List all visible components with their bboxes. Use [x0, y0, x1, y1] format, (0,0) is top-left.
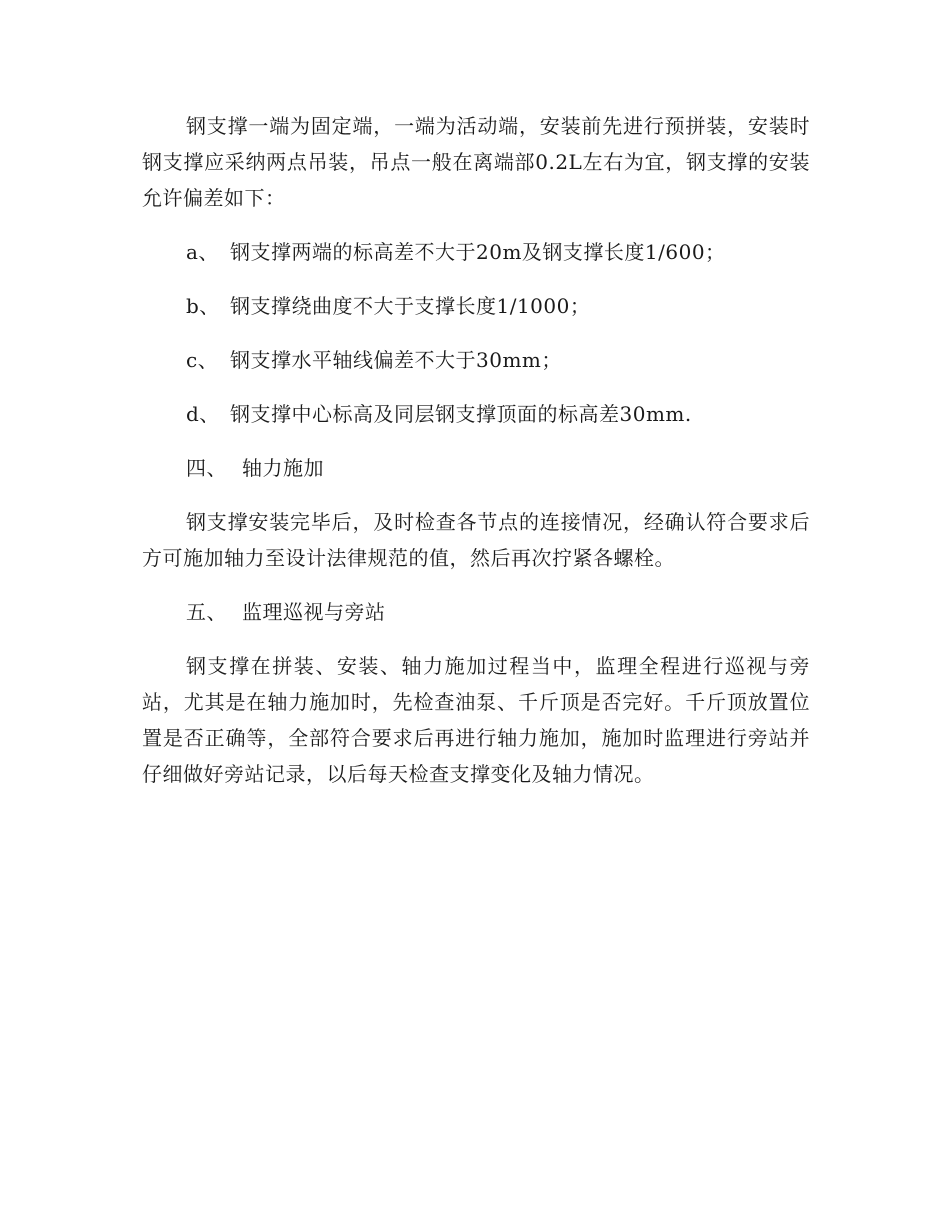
section-number: 五、	[186, 600, 227, 624]
tolerance-item-d	[142, 396, 810, 432]
section-4-paragraph: 钢支撑安装完毕后，及时检查各节点的连接情况，经确认符合要求后方可施加轴力至设计法律规范的值，然后再次拧紧各螺栓。	[142, 510, 810, 570]
tolerance-text: 钢支撑水平轴线偏差不大于30mm；	[230, 348, 562, 372]
tolerance-item-a	[142, 234, 810, 270]
tolerance-marker: d、	[186, 402, 220, 426]
tolerance-text: 钢支撑绕曲度不大于支撑长度1/1000；	[230, 294, 591, 318]
tolerance-marker: a、	[186, 240, 219, 264]
section-heading-5	[142, 594, 810, 630]
section-title: 监理巡视与旁站	[242, 600, 386, 624]
section-title: 轴力施加	[242, 456, 324, 480]
tolerance-marker: c、	[186, 348, 219, 372]
tolerance-marker: b、	[186, 294, 220, 318]
section-heading-4	[142, 450, 810, 486]
section-5-paragraph: 钢支撑在拼装、安装、轴力施加过程当中，监理全程进行巡视与旁站，尤其是在轴力施加时，先检查油泵、千斤顶是否完好。千斤顶放置位置是否正确等，全部符合要求后再进行轴力施加，施加时监理进行旁站并仔细做好旁站记录，以后每天检查支撑变化及轴力情况。	[142, 654, 810, 786]
intro-paragraph: 钢支撑一端为固定端，一端为活动端，安装前先进行预拼装，安装时钢支撑应采纳两点吊装，吊点一般在离端部0.2L左右为宜，钢支撑的安装允许偏差如下：	[142, 114, 810, 210]
tolerance-item-b	[142, 288, 810, 324]
tolerance-text: 钢支撑中心标高及同层钢支撑顶面的标高差30mm.	[230, 402, 692, 426]
section-number: 四、	[186, 456, 227, 480]
document-body	[142, 108, 810, 792]
tolerance-text: 钢支撑两端的标高差不大于20m及钢支撑长度1/600；	[230, 240, 726, 264]
tolerance-item-c	[142, 342, 810, 378]
